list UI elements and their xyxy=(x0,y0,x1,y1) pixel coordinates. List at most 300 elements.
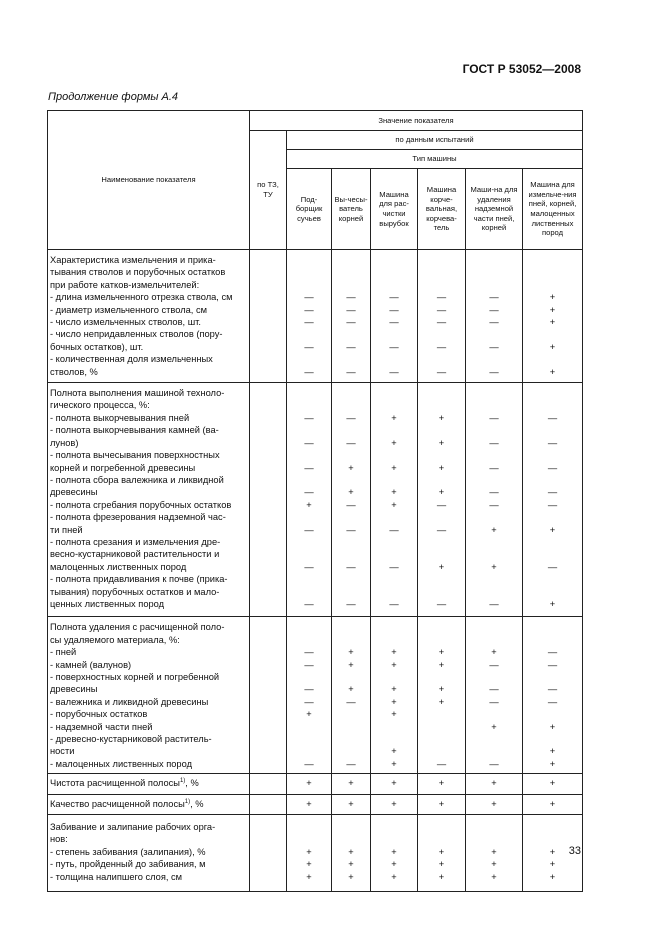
indicator-line xyxy=(50,621,247,633)
value-mark: + xyxy=(306,846,312,857)
value-mark: — xyxy=(304,524,314,535)
value-mark xyxy=(525,511,580,523)
value-mark: — xyxy=(346,696,356,707)
value-mark: — xyxy=(436,304,447,315)
indicator-line xyxy=(50,486,247,498)
value-mark xyxy=(525,536,580,548)
indicator-group-row xyxy=(48,794,583,814)
indicator-line xyxy=(50,573,247,585)
value-mark xyxy=(334,399,368,411)
value-mark xyxy=(468,821,520,833)
table-body xyxy=(48,250,583,892)
indicator-text: ценных лиственных пород xyxy=(50,598,165,609)
indicator-text: - путь, пройденный до забивания, м xyxy=(50,859,206,870)
value-column-cell xyxy=(523,794,583,814)
indicator-line xyxy=(50,561,247,573)
value-mark xyxy=(334,621,368,633)
value-mark xyxy=(289,586,329,598)
machine-type-header: Тип машины xyxy=(287,150,583,169)
value-mark xyxy=(525,449,580,461)
value-mark xyxy=(525,399,580,411)
value-column-cell xyxy=(332,774,371,794)
value-mark: — xyxy=(346,561,356,572)
value-mark xyxy=(373,671,415,683)
indicator-unit: , % xyxy=(190,798,204,809)
value-mark: — xyxy=(547,696,558,707)
value-mark: — xyxy=(346,598,356,609)
value-column-cell xyxy=(466,794,523,814)
value-mark: + xyxy=(438,778,445,789)
value-mark: — xyxy=(436,758,447,769)
value-mark: + xyxy=(549,798,556,809)
indicator-table xyxy=(47,110,583,892)
indicator-text: - степень забивания (залипания), % xyxy=(50,846,206,857)
value-mark: + xyxy=(348,684,354,695)
indicator-text: тывания стволов и порубочных остатков xyxy=(50,267,226,278)
value-mark: — xyxy=(304,412,314,423)
value-mark: + xyxy=(549,598,556,609)
value-mark xyxy=(252,266,284,278)
value-mark xyxy=(525,586,580,598)
indicator-text: ти пней xyxy=(50,524,83,535)
value-mark xyxy=(420,548,463,560)
value-column-cell xyxy=(332,617,371,774)
value-mark: + xyxy=(306,871,312,882)
value-mark xyxy=(334,708,368,720)
indicator-name-cell xyxy=(48,774,250,794)
value-mark xyxy=(334,833,368,845)
indicator-line xyxy=(50,758,247,770)
indicator-line xyxy=(50,598,247,610)
value-mark: + xyxy=(491,778,497,789)
indicator-name-cell xyxy=(48,383,250,617)
value-mark xyxy=(373,511,415,523)
value-mark: — xyxy=(304,684,314,695)
indicator-name-cell xyxy=(48,815,250,892)
value-mark xyxy=(468,548,520,560)
indicator-line xyxy=(50,328,247,340)
value-mark xyxy=(373,449,415,461)
value-mark: + xyxy=(391,462,397,473)
value-column-cell xyxy=(287,774,332,794)
value-column-cell xyxy=(523,617,583,774)
value-column-cell xyxy=(287,383,332,617)
value-mark: + xyxy=(438,684,445,695)
value-mark: + xyxy=(438,846,445,857)
value-mark: — xyxy=(389,292,399,303)
value-mark xyxy=(252,474,284,486)
indicator-text: - полнота выкорчевывания камней (ва- xyxy=(50,425,219,436)
indicator-text: - валежника и ликвидной древесины xyxy=(50,696,209,707)
value-mark: + xyxy=(306,778,312,789)
standard-number: ГОСТ Р 53052—2008 xyxy=(462,62,581,76)
value-column-cell xyxy=(287,815,332,892)
indicator-text: бочных остатков), шт. xyxy=(50,341,144,352)
value-mark: — xyxy=(304,696,314,707)
value-mark xyxy=(420,721,463,733)
value-mark xyxy=(252,548,284,560)
value-mark xyxy=(334,449,368,461)
value-column-cell xyxy=(250,250,287,383)
value-mark: + xyxy=(306,709,312,720)
value-mark xyxy=(252,573,284,585)
indicator-group-row xyxy=(48,250,583,383)
indicator-group-row xyxy=(48,774,583,794)
value-mark: + xyxy=(438,696,445,707)
value-mark: — xyxy=(304,598,314,609)
indicator-line xyxy=(50,798,247,810)
value-mark xyxy=(252,511,284,523)
value-mark xyxy=(252,671,284,683)
indicator-line xyxy=(50,548,247,560)
value-mark xyxy=(420,387,463,399)
value-mark xyxy=(468,254,520,266)
value-column-cell xyxy=(371,383,418,617)
value-mark xyxy=(289,721,329,733)
value-mark xyxy=(252,598,284,610)
value-mark: + xyxy=(391,647,397,658)
value-column-cell xyxy=(418,774,466,794)
indicator-text: - количественная доля измельченных xyxy=(50,354,213,365)
value-mark xyxy=(373,621,415,633)
value-mark xyxy=(420,328,463,340)
value-column-cell xyxy=(371,815,418,892)
value-mark: — xyxy=(304,317,314,328)
value-mark xyxy=(252,524,284,536)
value-mark: — xyxy=(489,462,499,473)
value-mark xyxy=(420,279,463,291)
value-column-cell xyxy=(523,383,583,617)
indicator-line xyxy=(50,777,247,789)
value-mark xyxy=(289,833,329,845)
value-mark xyxy=(525,708,580,720)
value-mark: — xyxy=(346,524,356,535)
value-mark xyxy=(252,586,284,598)
indicator-text: - число измельченных стволов, шт. xyxy=(50,317,201,328)
indicator-group-row xyxy=(48,815,583,892)
value-mark xyxy=(252,291,284,303)
value-column-cell xyxy=(287,250,332,383)
value-mark: — xyxy=(436,292,447,303)
indicator-text: нов: xyxy=(50,834,68,845)
value-mark: — xyxy=(489,412,499,423)
value-mark xyxy=(252,399,284,411)
value-mark xyxy=(334,573,368,585)
value-mark xyxy=(252,424,284,436)
value-mark xyxy=(334,536,368,548)
value-mark: + xyxy=(438,561,445,572)
value-mark: — xyxy=(346,437,356,448)
indicator-line xyxy=(50,511,247,523)
value-mark xyxy=(334,745,368,757)
value-mark: + xyxy=(391,659,397,670)
value-mark xyxy=(252,733,284,745)
value-mark xyxy=(525,474,580,486)
value-mark xyxy=(289,511,329,523)
value-mark: + xyxy=(391,758,397,769)
value-mark: + xyxy=(549,304,556,315)
indicator-line xyxy=(50,671,247,683)
value-mark: + xyxy=(391,696,397,707)
indicator-text: малоценных лиственных пород xyxy=(50,561,187,572)
value-mark xyxy=(334,279,368,291)
value-mark: — xyxy=(489,437,499,448)
indicator-line xyxy=(50,659,247,671)
value-mark: + xyxy=(391,487,397,498)
value-mark xyxy=(252,646,284,658)
value-column-cell xyxy=(371,250,418,383)
value-column-cell xyxy=(371,774,418,794)
value-mark: — xyxy=(547,487,558,498)
value-mark: — xyxy=(389,524,399,535)
value-mark xyxy=(420,511,463,523)
value-mark xyxy=(334,548,368,560)
value-mark xyxy=(373,721,415,733)
value-mark xyxy=(334,634,368,646)
value-mark: + xyxy=(391,412,397,423)
value-mark: + xyxy=(438,412,445,423)
value-mark xyxy=(468,279,520,291)
value-mark: — xyxy=(304,561,314,572)
indicator-unit: , % xyxy=(185,778,199,789)
indicator-text: ности xyxy=(50,746,75,757)
indicator-text: - полнота сбора валежника и ликвидной xyxy=(50,474,224,485)
indicator-line xyxy=(50,279,247,291)
value-mark xyxy=(525,279,580,291)
value-column-cell xyxy=(332,815,371,892)
indicator-text: - число непридавленных стволов (пору- xyxy=(50,329,223,340)
value-mark xyxy=(334,671,368,683)
value-mark: + xyxy=(549,366,556,377)
value-mark xyxy=(252,387,284,399)
value-mark xyxy=(468,387,520,399)
value-mark xyxy=(373,474,415,486)
indicator-line xyxy=(50,634,247,646)
value-mark xyxy=(525,328,580,340)
indicator-line xyxy=(50,821,247,833)
value-mark xyxy=(252,858,284,870)
value-mark xyxy=(252,798,284,810)
indicator-line xyxy=(50,683,247,695)
value-mark: + xyxy=(306,499,312,510)
value-mark xyxy=(420,474,463,486)
by-spec-header: по ТЗ, ТУ xyxy=(250,131,287,250)
indicator-line xyxy=(50,499,247,511)
value-column-cell xyxy=(466,617,523,774)
indicator-line xyxy=(50,412,247,424)
indicator-text: - древесно-кустарниковой раститель- xyxy=(50,734,212,745)
value-mark xyxy=(468,474,520,486)
indicator-text: - полнота выкорчевывания пней xyxy=(50,412,190,423)
value-mark: + xyxy=(391,684,397,695)
indicator-line xyxy=(50,474,247,486)
value-mark xyxy=(525,353,580,365)
value-mark: — xyxy=(304,304,314,315)
value-mark xyxy=(252,341,284,353)
value-mark: — xyxy=(346,758,356,769)
indicator-text: - камней (валунов) xyxy=(50,659,132,670)
value-mark xyxy=(252,621,284,633)
value-mark: — xyxy=(489,499,499,510)
value-mark xyxy=(373,254,415,266)
value-mark xyxy=(334,254,368,266)
value-mark: — xyxy=(547,561,558,572)
value-mark xyxy=(252,745,284,757)
indicator-text: сы удаляемого материала, %: xyxy=(50,634,180,645)
indicator-text: Полнота удаления с расчищенной поло- xyxy=(50,622,225,633)
value-mark xyxy=(252,462,284,474)
machine-header: Под-борщик сучьев xyxy=(287,169,332,250)
machine-header: Машина для рас-чистки вырубок xyxy=(371,169,418,250)
value-mark xyxy=(252,561,284,573)
value-mark: — xyxy=(547,659,558,670)
value-mark xyxy=(373,387,415,399)
value-mark xyxy=(252,304,284,316)
value-mark xyxy=(525,671,580,683)
indicator-line xyxy=(50,524,247,536)
value-mark xyxy=(252,499,284,511)
value-mark: — xyxy=(389,366,399,377)
value-mark: — xyxy=(489,684,499,695)
value-mark: + xyxy=(549,846,556,857)
value-mark: — xyxy=(547,684,558,695)
value-mark xyxy=(289,328,329,340)
value-mark: + xyxy=(491,871,497,882)
value-mark xyxy=(373,634,415,646)
machine-header: Машина для измельче-ния пней, корней, малоценных лиственных пород xyxy=(523,169,583,250)
value-mark xyxy=(468,353,520,365)
value-mark: + xyxy=(306,798,312,809)
value-mark: + xyxy=(438,647,445,658)
indicator-name-cell xyxy=(48,617,250,774)
indicator-text: - малоценных лиственных пород xyxy=(50,758,192,769)
indicator-text: - полнота срезания и измельчения дре- xyxy=(50,536,221,547)
value-mark: + xyxy=(438,462,445,473)
value-mark: — xyxy=(346,292,356,303)
indicator-text: корней и погребенной древесины xyxy=(50,462,196,473)
value-mark: — xyxy=(489,317,499,328)
value-mark xyxy=(289,266,329,278)
value-mark xyxy=(334,733,368,745)
indicator-text: стволов, % xyxy=(50,366,98,377)
value-mark: — xyxy=(389,561,399,572)
value-mark: + xyxy=(549,859,556,870)
value-mark: + xyxy=(306,859,312,870)
indicator-line xyxy=(50,646,247,658)
value-mark: — xyxy=(489,598,499,609)
form-continuation-caption: Продолжение формы А.4 xyxy=(48,91,179,103)
value-mark: + xyxy=(348,487,354,498)
value-mark xyxy=(252,254,284,266)
value-mark: — xyxy=(304,758,314,769)
value-mark: + xyxy=(391,746,397,757)
value-mark: + xyxy=(549,721,556,732)
indicator-text: весно-кустарниковой растительности и xyxy=(50,549,220,560)
value-mark: — xyxy=(389,317,399,328)
value-mark xyxy=(468,328,520,340)
value-mark: — xyxy=(304,659,314,670)
value-column-cell xyxy=(466,815,523,892)
value-mark xyxy=(525,387,580,399)
value-mark: + xyxy=(391,859,397,870)
indicator-line xyxy=(50,708,247,720)
value-mark xyxy=(289,821,329,833)
value-mark xyxy=(334,353,368,365)
indicator-text: - надземной части пней xyxy=(50,721,153,732)
value-mark xyxy=(420,353,463,365)
value-column-cell xyxy=(332,250,371,383)
value-mark xyxy=(468,424,520,436)
value-mark xyxy=(289,548,329,560)
value-mark xyxy=(289,573,329,585)
value-mark: + xyxy=(549,317,556,328)
value-mark: — xyxy=(304,647,314,658)
indicator-text: - поверхностных корней и погребенной xyxy=(50,672,220,682)
value-mark xyxy=(420,449,463,461)
indicator-text: - полнота вычесывания поверхностных xyxy=(50,450,220,461)
indicator-group-row xyxy=(48,617,583,774)
indicator-line xyxy=(50,462,247,474)
value-mark xyxy=(289,733,329,745)
value-mark: — xyxy=(547,437,558,448)
value-mark xyxy=(420,266,463,278)
value-mark: — xyxy=(547,412,558,423)
value-column-cell xyxy=(250,774,287,794)
value-column-cell xyxy=(523,774,583,794)
value-column-cell xyxy=(418,617,466,774)
value-mark xyxy=(373,586,415,598)
indicator-line xyxy=(50,266,247,278)
value-mark xyxy=(252,871,284,883)
indicator-line xyxy=(50,833,247,845)
value-mark xyxy=(373,573,415,585)
value-mark: + xyxy=(491,561,497,572)
value-mark xyxy=(420,621,463,633)
value-column-cell xyxy=(332,794,371,814)
indicator-line xyxy=(50,399,247,411)
value-mark xyxy=(373,536,415,548)
value-mark xyxy=(525,621,580,633)
value-mark xyxy=(252,486,284,498)
indicator-text: - полнота сгребания порубочных остатков xyxy=(50,499,232,510)
value-mark: — xyxy=(304,487,314,498)
value-mark: — xyxy=(304,366,314,377)
value-mark xyxy=(525,254,580,266)
value-mark: + xyxy=(348,659,354,670)
value-mark xyxy=(373,821,415,833)
indicator-name-cell xyxy=(48,794,250,814)
value-column-cell xyxy=(332,383,371,617)
value-column-cell xyxy=(250,794,287,814)
value-mark xyxy=(334,474,368,486)
value-mark xyxy=(420,424,463,436)
value-mark xyxy=(334,586,368,598)
value-mark: + xyxy=(348,798,354,809)
value-column-cell xyxy=(523,250,583,383)
indicator-text: Качество расчищенной полосы xyxy=(50,798,185,809)
value-mark: + xyxy=(348,846,354,857)
value-mark: + xyxy=(549,871,556,882)
value-mark xyxy=(252,328,284,340)
value-mark: + xyxy=(491,524,497,535)
value-column-cell xyxy=(418,383,466,617)
value-mark xyxy=(289,449,329,461)
value-mark: — xyxy=(436,598,447,609)
value-mark xyxy=(420,573,463,585)
value-mark xyxy=(289,745,329,757)
value-mark: + xyxy=(491,647,497,658)
value-mark xyxy=(334,424,368,436)
